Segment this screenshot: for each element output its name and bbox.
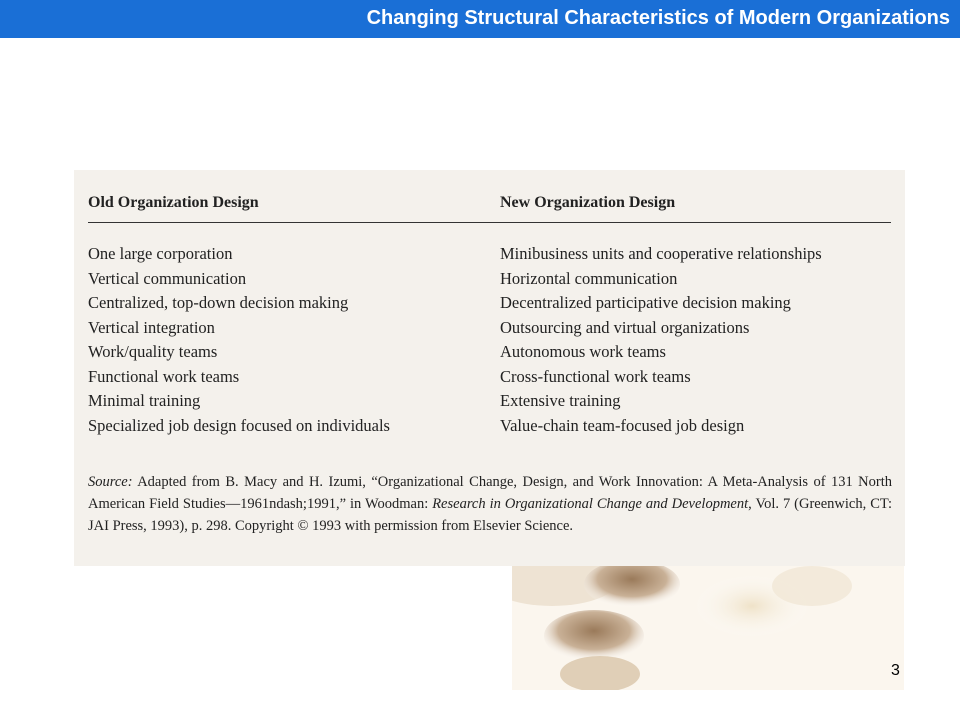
table-cell: One large corporation	[88, 244, 233, 263]
table-cell: Cross-functional work teams	[500, 366, 691, 386]
source-text-1: Adapted from B. Macy and H. Izumi, “Organizational Change, Design, and Work Innovation: A Meta-Analysis of 131 North American Field Studies—1961ndash;1991,” in Woodman:	[88, 473, 892, 512]
title-bar	[0, 0, 960, 38]
table-cell: Extensive training	[500, 391, 621, 410]
page-number: 3	[891, 662, 900, 679]
header-new-design: New Organization Design	[500, 194, 676, 211]
header-old-design: Old Organization Design	[88, 194, 259, 211]
table-cell: Value-chain team-focused job design	[500, 415, 745, 435]
table-cell: Vertical integration	[88, 317, 215, 337]
table-cell: Outsourcing and virtual organizations	[500, 317, 750, 337]
table-cell: Minibusiness units and cooperative relationships	[500, 244, 822, 263]
source-note	[88, 471, 892, 537]
slide-title: Changing Structural Characteristics of Modern Organizations	[366, 7, 950, 29]
chess-pieces-image	[512, 566, 904, 690]
source-text-2: , Vol. 7 (Greenwich, CT: JAI Press, 1993), p. 298. Copyright © 1993 with permission from Elsevier Science.	[88, 495, 893, 534]
new-design-column	[500, 242, 822, 438]
table-cell: Decentralized participative decision making	[500, 293, 791, 312]
old-design-column	[88, 242, 390, 438]
source-label: Source:	[88, 473, 133, 490]
table-cell: Specialized job design focused on individuals	[88, 415, 390, 435]
table-cell: Vertical communication	[88, 268, 247, 288]
table-cell: Functional work teams	[88, 366, 240, 386]
table-cell: Minimal training	[88, 391, 201, 410]
table-cell: Horizontal communication	[500, 268, 678, 288]
table-cell: Centralized, top-down decision making	[88, 293, 349, 312]
header-divider	[88, 222, 891, 223]
organization-design-table	[74, 170, 905, 566]
table-cell: Work/quality teams	[88, 342, 218, 361]
table-cell: Autonomous work teams	[500, 342, 666, 361]
source-italic-title: Research in Organizational Change and Development	[432, 495, 749, 512]
